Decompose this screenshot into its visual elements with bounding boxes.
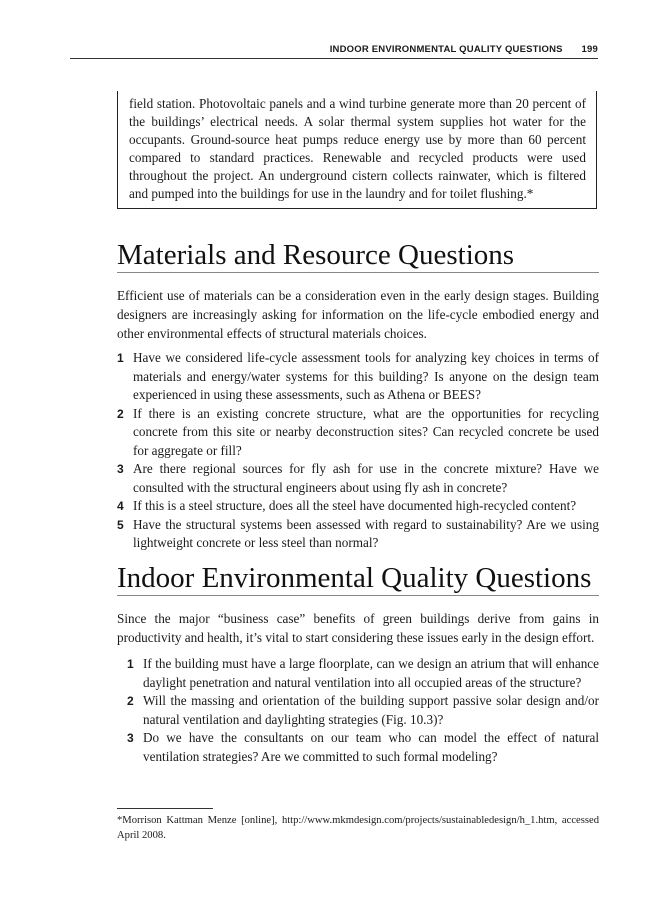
footnote-rule [117,808,213,809]
list-item [127,655,599,692]
page-number: 199 [581,44,598,55]
footnote: *Morrison Kattman Menze [online], http://www.mkmdesign.com/projects/sustainabledesign/h_1.htm, accessed April 2008. [117,815,599,841]
list-item [117,497,599,516]
question-text: If there is an existing concrete structure, what are the opportunities for recycling concrete from this site or nearby deconstruction sites? Can recycled concrete be used for aggregate or fill? [133,405,599,458]
running-head [70,44,598,55]
question-text: Do we have the consultants on our team who can model the effect of natural ventilation strategies? Are we committed to such formal modeling? [143,730,599,764]
question-text: If this is a steel structure, does all the steel have documented high-recycled content? [133,498,577,513]
materials-heading: Materials and Resource Questions [117,239,515,271]
list-item [117,405,599,461]
question-text: Will the massing and orientation of the building support passive solar design and/or natural ventilation and daylighting strategies (Fig. 10.3)? [143,693,599,727]
case-study-box [117,91,597,209]
question-number: 3 [127,731,134,745]
list-item [117,349,599,405]
question-number: 3 [117,462,124,476]
question-text: Have the structural systems been assessed with regard to sustainability? Are we using lightweight concrete or less steel than normal? [133,516,599,550]
list-item [127,692,599,729]
materials-question-list [117,349,599,553]
list-item [127,729,599,766]
ieq-question-list [127,655,599,766]
materials-intro: Efficient use of materials can be a consideration even in the early design stages. Building designers are increasingly asking for information on the life-cycle embodied energy and other environmental effects of structural materials choices. [117,288,599,341]
question-number: 2 [127,694,134,708]
question-number: 1 [117,351,124,365]
ieq-intro: Since the major “business case” benefits of green buildings derive from gains in productivity and health, it’s vital to start considering these issues early in the design effort. [117,611,599,645]
list-item [117,460,599,497]
question-number: 5 [117,517,124,532]
question-number: 2 [117,406,124,421]
ieq-heading: Indoor Environmental Quality Questions [117,562,592,594]
question-number: 1 [127,657,134,671]
ieq-heading-rule [117,595,599,596]
question-number: 4 [117,499,124,513]
materials-heading-rule [117,272,599,273]
question-text: Are there regional sources for fly ash for use in the concrete mixture? Have we consulted with the structural engineers about using fly ash in concrete? [133,461,599,495]
case-study-text: field station. Photovoltaic panels and a wind turbine generate more than 20 percent of the buildings’ electrical needs. A solar thermal system supplies hot water for the occupants. Ground-source heat pumps reduce energy use by more than 60 percent compared to standard practices. Renewable and recycled products were used throughout the project. An underground cistern collects rainwater, which is filtered and pumped into the buildings for use in the laundry and for toilet flushing.* [129,96,586,201]
header-rule [70,58,598,59]
question-text: If the building must have a large floorplate, can we design an atrium that will enhance daylight penetration and natural ventilation into all occupied areas of the structure? [143,656,599,690]
running-title: INDOOR ENVIRONMENTAL QUALITY QUESTIONS [329,44,563,55]
question-text: Have we considered life-cycle assessment tools for analyzing key choices in terms of materials and energy/water systems for this building? Is anyone on the design team experienced in using these assessments, such as Athena or BEES? [133,350,599,402]
list-item [117,516,599,553]
